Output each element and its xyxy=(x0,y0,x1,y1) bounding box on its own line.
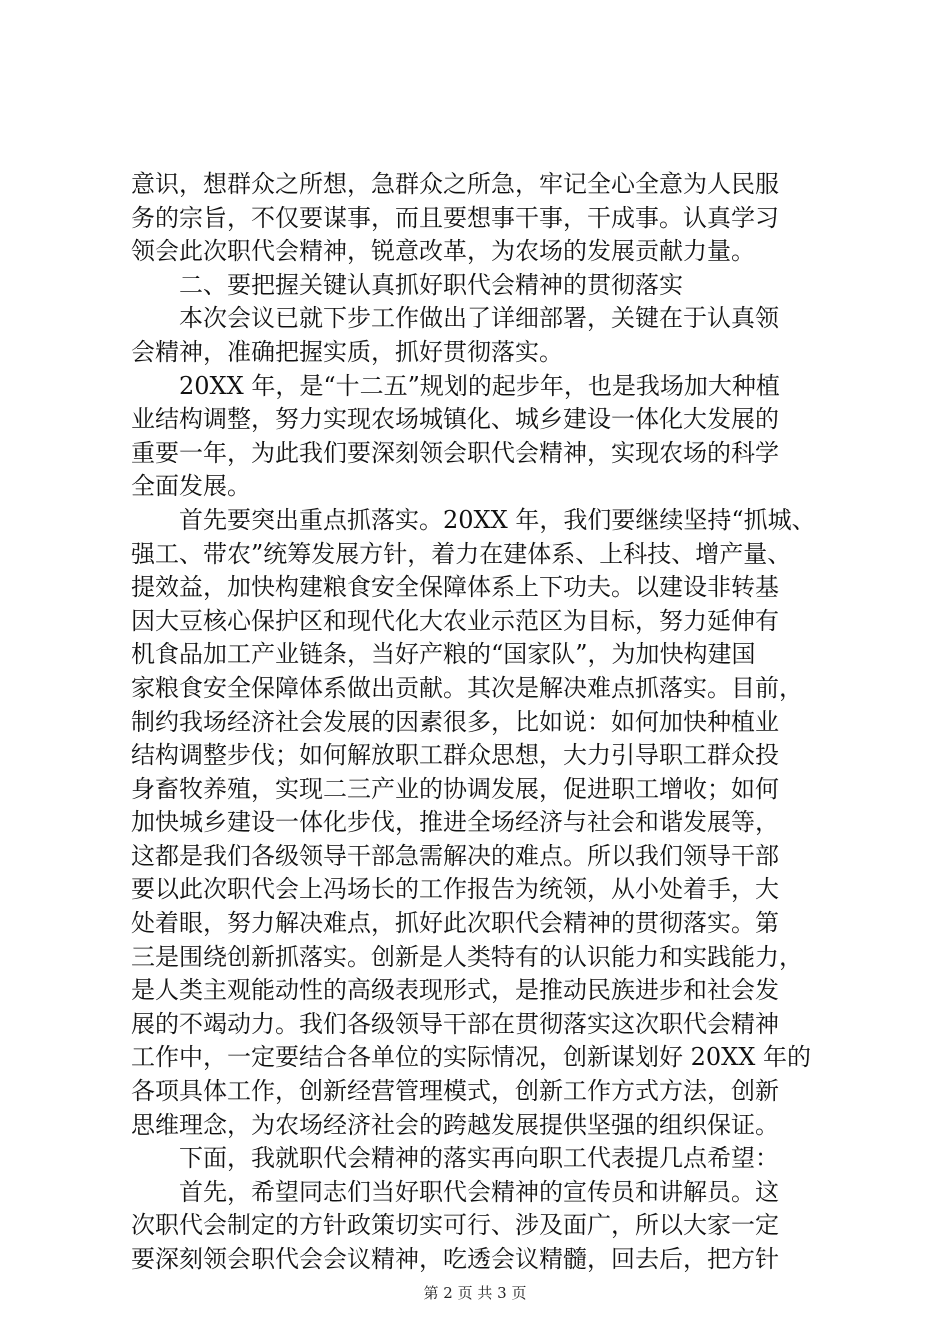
text-line: 全面发展。 xyxy=(131,472,251,501)
text-line: 要深刻领会职代会会议精神，吃透会议精髓，回去后，把方针 xyxy=(131,1245,779,1273)
section-heading: 二、要把握关键认真抓好职代会精神的贯彻落实 xyxy=(179,270,683,299)
text-line: 重要一年，为此我们要深刻领会职代会精神，实现农场的科学 xyxy=(131,438,779,467)
text-line: 会精神，准确把握实质，抓好贯彻落实。 xyxy=(131,337,563,366)
text-line: 加快城乡建设一体化步伐，推进全场经济与社会和谐发展等， xyxy=(131,808,779,837)
text-line: 本次会议已就下步工作做出了详细部署，关键在于认真领 xyxy=(179,304,779,333)
text-line: 下面，我就职代会精神的落实再向职工代表提几点希望： xyxy=(179,1144,779,1173)
text-line: 工作中，一定要结合各单位的实际情况，创新谋划好 20XX 年的 xyxy=(131,1043,811,1072)
text-line: 首先，希望同志们当好职代会精神的宣传员和讲解员。这 xyxy=(179,1177,779,1206)
text-line: 强工、带农”统筹发展方针，着力在建体系、上科技、增产量、 xyxy=(131,539,792,568)
text-line: 因大豆核心保护区和现代化大农业示范区为目标，努力延伸有 xyxy=(131,606,779,635)
text-line: 次职代会制定的方针政策切实可行、涉及面广，所以大家一定 xyxy=(131,1211,779,1240)
text-line: 是人类主观能动性的高级表现形式，是推动民族进步和社会发 xyxy=(131,976,779,1005)
text-line: 提效益，加快构建粮食安全保障体系上下功夫。以建设非转基 xyxy=(131,573,779,602)
text-line: 三是围绕创新抓落实。创新是人类特有的认识能力和实践能力， xyxy=(131,942,803,971)
text-line: 思维理念，为农场经济社会的跨越发展提供坚强的组织保证。 xyxy=(131,1110,779,1139)
text-line: 机食品加工产业链条，当好产粮的“国家队”，为加快构建国 xyxy=(131,640,756,669)
text-line: 要以此次职代会上冯场长的工作报告为统领，从小处着手，大 xyxy=(131,875,779,904)
text-line: 首先要突出重点抓落实。20XX 年，我们要继续坚持“抓城、 xyxy=(179,505,816,534)
text-line: 展的不竭动力。我们各级领导干部在贯彻落实这次职代会精神 xyxy=(131,1009,779,1038)
text-line: 制约我场经济社会发展的因素很多，比如说：如何加快种植业 xyxy=(131,707,779,736)
text-line: 处着眼，努力解决难点，抓好此次职代会精神的贯彻落实。第 xyxy=(131,909,779,938)
text-line: 结构调整步伐；如何解放职工群众思想，大力引导职工群众投 xyxy=(131,741,779,770)
text-line: 家粮食安全保障体系做出贡献。其次是解决难点抓落实。目前， xyxy=(131,673,803,702)
text-line: 各项具体工作，创新经营管理模式，创新工作方式方法，创新 xyxy=(131,1077,779,1106)
text-line: 业结构调整，努力实现农场城镇化、城乡建设一体化大发展的 xyxy=(131,405,779,434)
text-line: 领会此次职代会精神，锐意改革，为农场的发展贡献力量。 xyxy=(131,237,755,266)
text-line: 意识，想群众之所想，急群众之所急，牢记全心全意为人民服 xyxy=(131,170,779,198)
page-number: 第 2 页 共 3 页 xyxy=(423,1284,527,1302)
text-line: 务的宗旨，不仅要谋事，而且要想事干事，干成事。认真学习 xyxy=(131,203,779,232)
text-line: 身畜牧养殖，实现二三产业的协调发展，促进职工增收；如何 xyxy=(131,774,779,803)
text-line: 20XX 年，是“十二五”规划的起步年，也是我场加大种植 xyxy=(179,371,780,400)
document-body xyxy=(131,168,831,1277)
text-line: 这都是我们各级领导干部急需解决的难点。所以我们领导干部 xyxy=(131,841,779,870)
